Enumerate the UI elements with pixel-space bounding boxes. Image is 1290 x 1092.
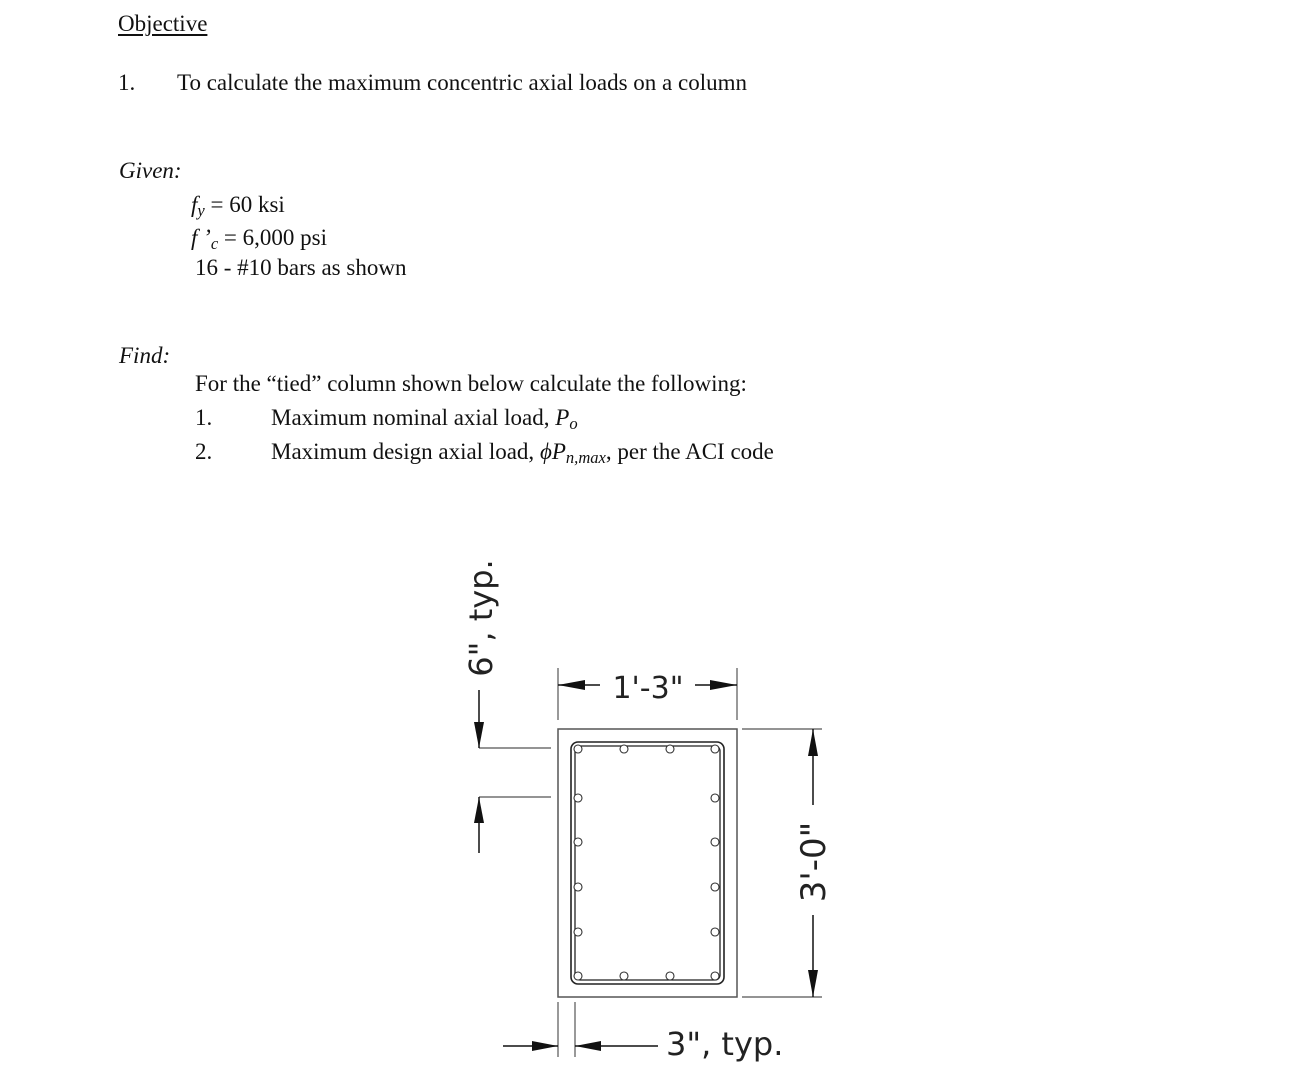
dim-width-label: 1'-3" bbox=[612, 671, 684, 706]
tie-inner bbox=[575, 746, 720, 980]
dim-cover-label: 3", typ. bbox=[666, 1025, 784, 1063]
rebar-14 bbox=[620, 972, 628, 980]
rebar-4 bbox=[711, 745, 719, 753]
objective-heading: Objective bbox=[118, 11, 208, 36]
dim-spacing-arrow-top bbox=[474, 722, 484, 748]
dim-width-arrow-left bbox=[558, 680, 585, 690]
reinforcing-bars bbox=[574, 745, 719, 980]
given-heading: Given: bbox=[119, 158, 182, 183]
rebar-13 bbox=[574, 972, 582, 980]
given-fc: f $’_c = 6,000$ psi bbox=[191, 225, 327, 254]
objective-item-text: To calculate the maximum concentric axial loads on a column bbox=[177, 70, 747, 95]
rebar-10 bbox=[711, 838, 719, 846]
dim-height-label: 3'-0" bbox=[794, 821, 834, 903]
rebar-11 bbox=[711, 883, 719, 891]
objective-item-number: 1. bbox=[118, 70, 136, 95]
given-fy: $f_y = 60$ ksi bbox=[191, 192, 285, 221]
rebar-3 bbox=[666, 745, 674, 753]
find-item-2-text: Maximum design axial load, $\phi P_{n,max}$, per the ACI code bbox=[271, 439, 774, 468]
find-intro: For the “tied” column shown below calculate the following: bbox=[195, 371, 747, 396]
rebar-8 bbox=[574, 928, 582, 936]
dim-cover-arrow-right bbox=[575, 1041, 601, 1051]
rebar-12 bbox=[711, 928, 719, 936]
rebar-16 bbox=[711, 972, 719, 980]
find-item-1-number: 1. bbox=[195, 405, 213, 430]
column-outline bbox=[558, 729, 737, 997]
rebar-15 bbox=[666, 972, 674, 980]
rebar-6 bbox=[574, 838, 582, 846]
given-bars: 16 - #10 bars as shown bbox=[195, 255, 407, 280]
dim-spacing-arrow-bottom bbox=[474, 797, 484, 823]
rebar-9 bbox=[711, 794, 719, 802]
dim-height-arrow-bottom bbox=[808, 970, 818, 997]
rebar-2 bbox=[620, 745, 628, 753]
dim-height-arrow-top bbox=[808, 729, 818, 756]
find-heading: Find: bbox=[119, 343, 171, 368]
rebar-7 bbox=[574, 883, 582, 891]
rebar-1 bbox=[574, 745, 582, 753]
find-item-1-text: Maximum nominal axial load, $P_o$ bbox=[271, 405, 578, 434]
dim-cover-arrow-left bbox=[532, 1041, 558, 1051]
tie-outer bbox=[571, 742, 724, 984]
dim-spacing-label: 6", typ. bbox=[462, 559, 500, 677]
dim-width-arrow-right bbox=[710, 680, 737, 690]
find-item-2-number: 2. bbox=[195, 439, 213, 464]
rebar-5 bbox=[574, 794, 582, 802]
